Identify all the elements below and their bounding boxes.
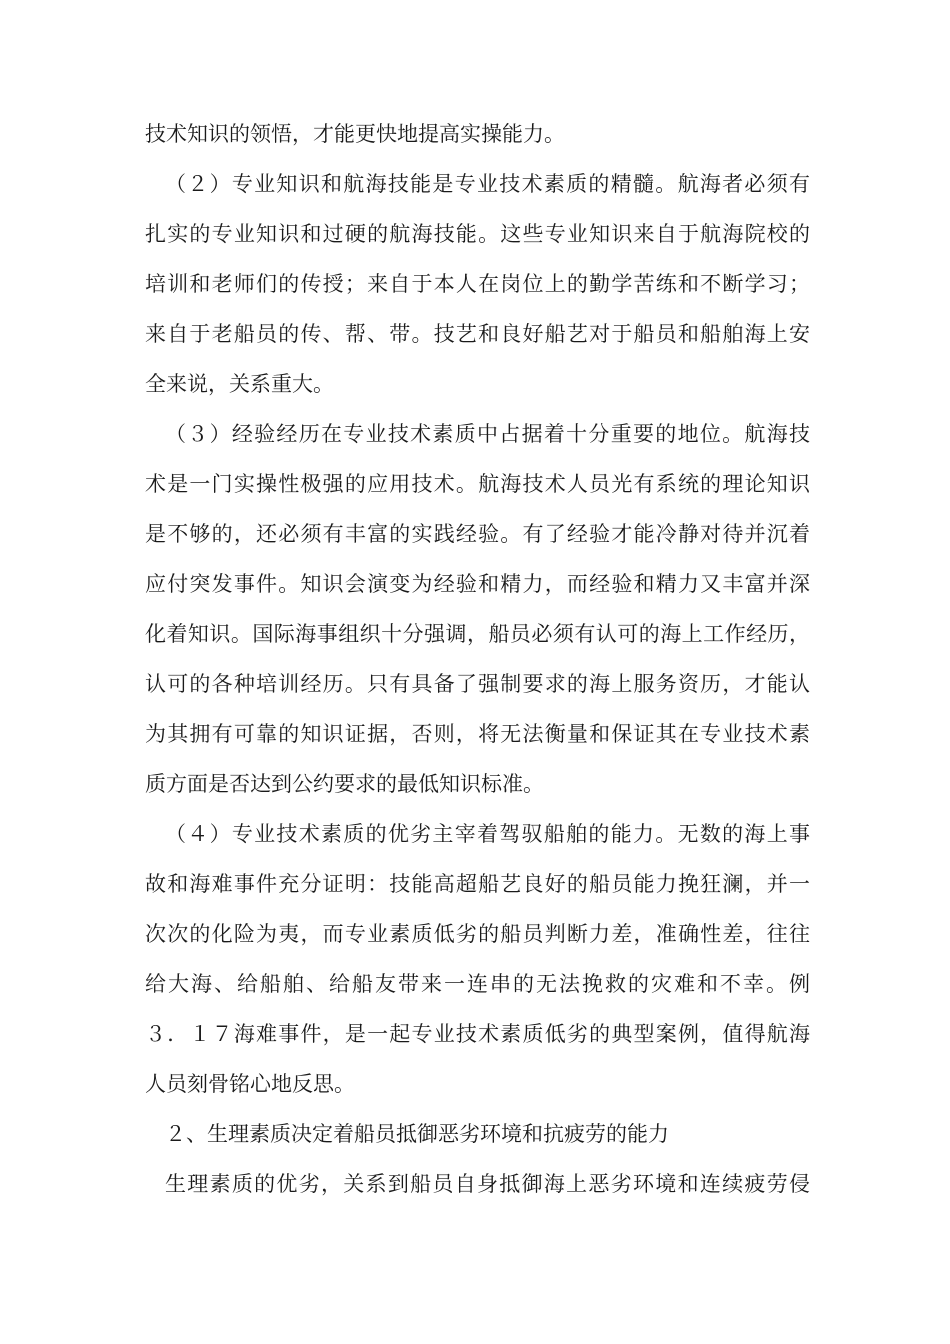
text-line: ３．１７海难事件，是一起专业技术素质低劣的典型案例，值得航海 bbox=[145, 1022, 810, 1046]
text-line: 认可的各种培训经历。只有具备了强制要求的海上服务资历，才能认 bbox=[145, 672, 810, 696]
text-line: 生理素质的优劣，关系到船员自身抵御海上恶劣环境和连续疲劳侵 bbox=[165, 1172, 810, 1196]
text-line: 术是一门实操性极强的应用技术。航海技术人员光有系统的理论知识 bbox=[145, 472, 810, 496]
text-line: 技术知识的领悟，才能更快地提高实操能力。 bbox=[145, 122, 565, 146]
text-line: 是不够的，还必须有丰富的实践经验。有了经验才能冷静对待并沉着 bbox=[145, 522, 810, 546]
text-line: 来自于老船员的传、帮、带。技艺和良好船艺对于船员和船舶海上安 bbox=[145, 322, 810, 346]
text-line: 故和海难事件充分证明：技能高超船艺良好的船员能力挽狂澜，并一 bbox=[145, 872, 810, 896]
text-line: 给大海、给船舶、给船友带来一连串的无法挽救的灾难和不幸。例 bbox=[145, 972, 810, 996]
text-line: 应付突发事件。知识会演变为经验和精力，而经验和精力又丰富并深 bbox=[145, 572, 810, 596]
text-line: 为其拥有可靠的知识证据，否则，将无法衡量和保证其在专业技术素 bbox=[145, 722, 810, 746]
text-line: 扎实的专业知识和过硬的航海技能。这些专业知识来自于航海院校的 bbox=[145, 222, 810, 246]
text-line: （２）专业知识和航海技能是专业技术素质的精髓。航海者必须有 bbox=[165, 172, 810, 196]
text-line: 全来说，关系重大。 bbox=[145, 372, 334, 396]
text-line: 次次的化险为夷，而专业素质低劣的船员判断力差，准确性差，往往 bbox=[145, 922, 810, 946]
text-line: 化着知识。国际海事组织十分强调，船员必须有认可的海上工作经历， bbox=[145, 622, 810, 646]
text-line: 培训和老师们的传授；来自于本人在岗位上的勤学苦练和不断学习； bbox=[145, 272, 810, 296]
text-line: （３）经验经历在专业技术素质中占据着十分重要的地位。航海技 bbox=[165, 422, 810, 446]
text-line: 人员刻骨铭心地反思。 bbox=[145, 1072, 355, 1096]
section-heading: ２、生理素质决定着船员抵御恶劣环境和抗疲劳的能力 bbox=[165, 1122, 669, 1146]
text-line: 质方面是否达到公约要求的最低知识标准。 bbox=[145, 772, 544, 796]
text-line: （４）专业技术素质的优劣主宰着驾驭船舶的能力。无数的海上事 bbox=[165, 822, 810, 846]
